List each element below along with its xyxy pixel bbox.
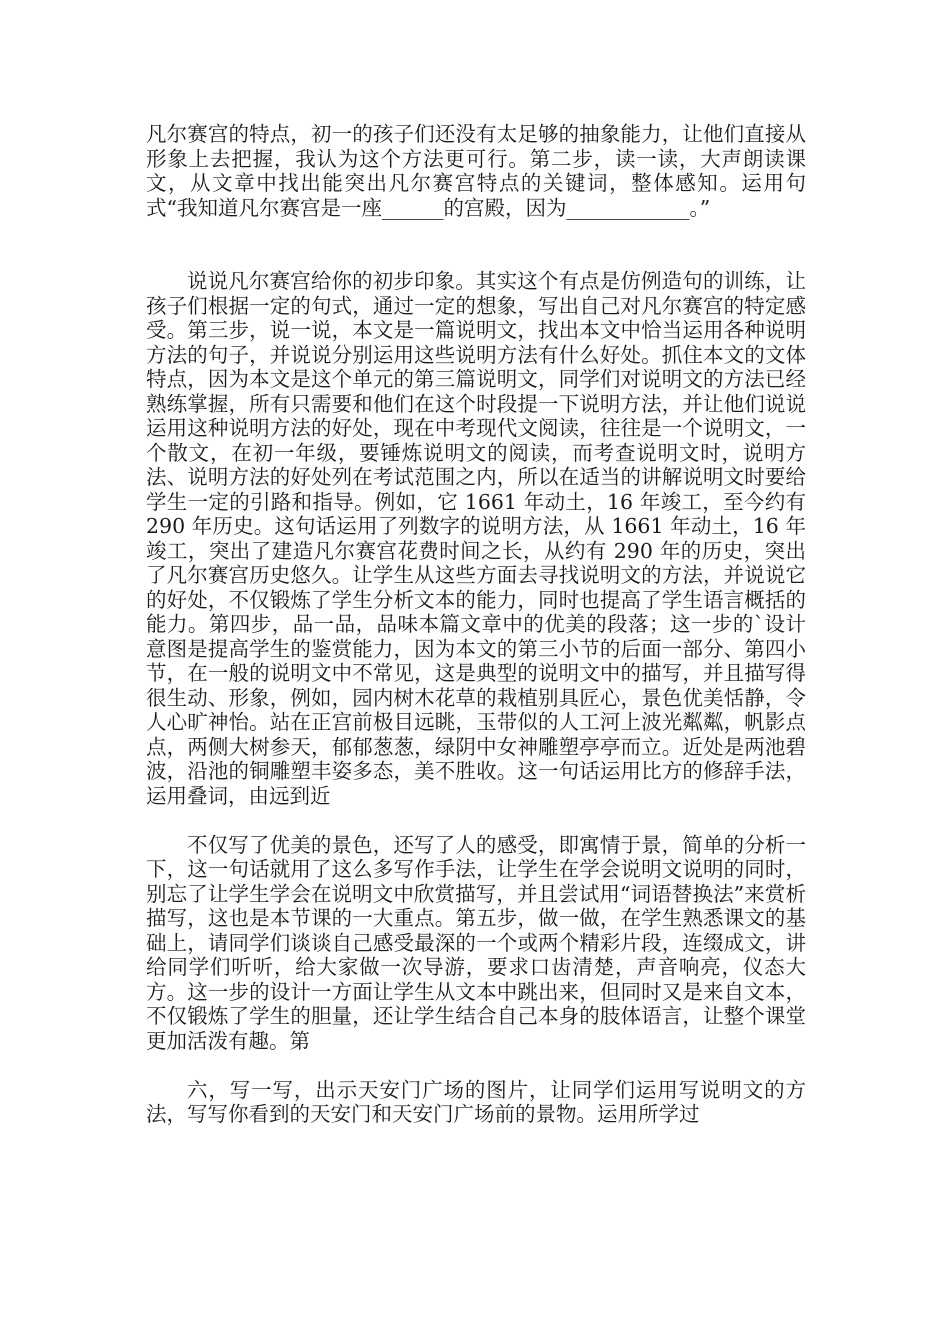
paragraph-gap xyxy=(146,245,806,270)
paragraph-gap xyxy=(146,808,806,833)
paragraph-gap xyxy=(146,220,806,245)
paragraph-3: 不仅写了优美的景色，还写了人的感受，即寓情于景，简单的分析一下，这一句话就用了这么多写作手法，让学生在学会说明文说明的同时，别忘了让学生学会在说明文中欣赏描写，并且尝试用“词语替换法”来赏析描写，这也是本节课的一大重点。第五步，做一做，在学生熟悉课文的基础上，请同学们谈谈自己感受最深的一个或两个精彩片段，连缀成文，讲给同学们听听，给大家做一次导游，要求口齿清楚，声音响亮，仪态大方。这一步的设计一方面让学生从文本中跳出来，但同时又是来自文本，不仅锻炼了学生的胆量，还让学生结合自己本身的肢体语言，让整个课堂更加活泼有趣。第 xyxy=(146,832,806,1053)
paragraph-gap xyxy=(146,1053,806,1078)
paragraph-1: 凡尔赛宫的特点，初一的孩子们还没有太足够的抽象能力，让他们直接从形象上去把握，我认为这个方法更可行。第二步，读一读，大声朗读课文，从文章中找出能突出凡尔赛宫特点的关键词，整体感知。运用句式“我知道凡尔赛宫是一座______的宫殿，因为____________。” xyxy=(146,122,806,220)
document-body xyxy=(146,122,806,1127)
paragraph-4: 六，写一写，出示天安门广场的图片，让同学们运用写说明文的方法，写写你看到的天安门和天安门广场前的景物。运用所学过 xyxy=(146,1077,806,1126)
paragraph-2: 说说凡尔赛宫给你的初步印象。其实这个有点是仿例造句的训练，让孩子们根据一定的句式，通过一定的想象，写出自己对凡尔赛宫的特定感受。第三步，说一说，本文是一篇说明文，找出本文中恰当运用各种说明方法的句子，并说说分别运用这些说明方法有什么好处。抓住本文的文体特点，因为本文是这个单元的第三篇说明文，同学们对说明文的方法已经熟练掌握，所有只需要和他们在这个时段提一下说明方法，并让他们说说运用这种说明方法的好处，现在中考现代文阅读，往往是一个说明文，一个散文，在初一年级，要锤炼说明文的阅读，而考查说明文时，说明方法、说明方法的好处列在考试范围之内，所以在适当的讲解说明文时要给学生一定的引路和指导。例如，它 1661 年动土，16 年竣工，至今约有 290 年历史。这句话运用了列数字的说明方法，从 1661 年动土，16 年竣工，突出了建造凡尔赛宫花费时间之长，从约有 290 年的历史，突出了凡尔赛宫历史悠久。让学生从这些方面去寻找说明文的方法，并说说它的好处，不仅锻炼了学生分析文本的能力，同时也提高了学生语言概括的能力。第四步，品一品，品味本篇文章中的优美的段落；这一步的`设计意图是提高学生的鉴赏能力，因为本文的第三小节的后面一部分、第四小节，在一般的说明文中不常见，这是典型的说明文中的描写，并且描写得很生动、形象，例如，园内树木花草的栽植别具匠心，景色优美恬静，令人心旷神怡。站在正宫前极目远眺，玉带似的人工河上波光粼粼，帆影点点，两侧大树参天，郁郁葱葱，绿阴中女神雕塑亭亭而立。近处是两池碧波，沿池的铜雕塑丰姿多态，美不胜收。这一句话运用比方的修辞手法，运用叠词，由远到近 xyxy=(146,269,806,808)
